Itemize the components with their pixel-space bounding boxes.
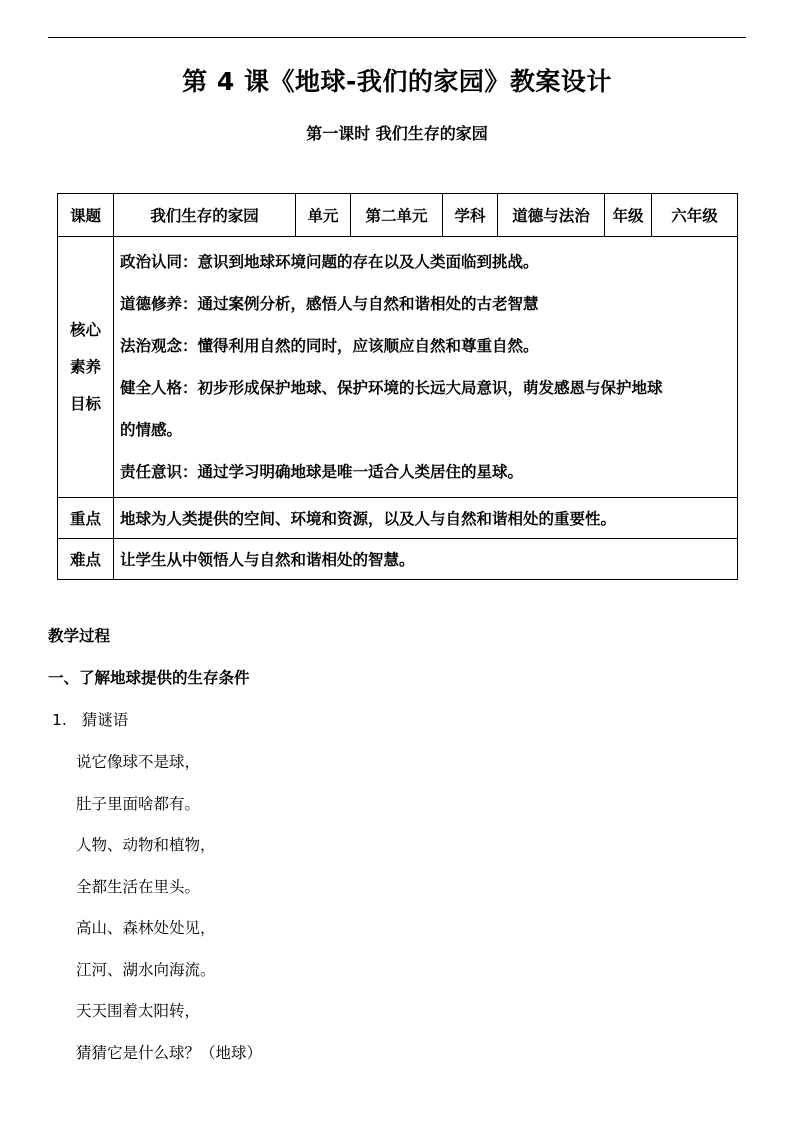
riddle-line: 猜猜它是什么球？（地球） <box>76 1044 263 1062</box>
header-rule <box>48 37 746 38</box>
goal-personality: 健全人格：初步形成保护地球、保护环境的长远大局意识，萌发感恩与保护地球 <box>120 379 663 397</box>
document-title: 第 4 课《地球-我们的家园》教案设计 <box>182 67 612 96</box>
goal-personality-cont: 的情感。 <box>120 421 183 439</box>
lesson-info-table <box>57 193 738 580</box>
goal-law: 法治观念：懂得利用自然的同时，应该顺应自然和尊重自然。 <box>120 337 539 355</box>
difficulty-content: 让学生从中领悟人与自然和谐相处的智慧。 <box>114 539 738 580</box>
difficulty-row <box>58 539 738 580</box>
goal-moral: 道德修养：通过案例分析，感悟人与自然和谐相处的古老智慧 <box>120 295 539 313</box>
core-goals-label: 核心 素养 目标 <box>58 237 114 498</box>
item-1-title: 猜谜语 <box>81 711 129 729</box>
riddle-line: 说它像球不是球， <box>76 753 201 771</box>
riddle-line: 天天围着太阳转， <box>76 1002 201 1020</box>
goal-responsibility: 责任意识：通过学习明确地球是唯一适合人类居住的星球。 <box>120 463 524 481</box>
process-heading: 教学过程 <box>48 627 111 645</box>
section-1-heading: 一、了解地球提供的生存条件 <box>48 669 250 687</box>
table-header-row <box>58 194 738 237</box>
grade-value: 六年级 <box>652 194 738 237</box>
core-goals-row <box>58 237 738 498</box>
riddle-line: 江河、湖水向海流。 <box>76 961 216 979</box>
unit-label: 单元 <box>296 194 351 237</box>
item-1-heading <box>52 708 128 730</box>
key-point-row <box>58 498 738 539</box>
riddle-line: 人物、动物和植物， <box>76 836 216 854</box>
document-subtitle: 第一课时 我们生存的家园 <box>306 124 488 143</box>
topic-value: 我们生存的家园 <box>114 194 296 237</box>
riddle-line: 高山、森林处处见， <box>76 919 216 937</box>
subject-value: 道德与法治 <box>498 194 605 237</box>
topic-label: 课题 <box>58 194 114 237</box>
key-point-content: 地球为人类提供的空间、环境和资源，以及人与自然和谐相处的重要性。 <box>114 498 738 539</box>
difficulty-label: 难点 <box>58 539 114 580</box>
subject-label: 学科 <box>443 194 498 237</box>
goal-political: 政治认同：意识到地球环境问题的存在以及人类面临到挑战。 <box>120 253 539 271</box>
riddle-line: 全都生活在里头。 <box>76 878 201 896</box>
unit-value: 第二单元 <box>351 194 443 237</box>
core-goals-content <box>114 237 738 498</box>
key-point-label: 重点 <box>58 498 114 539</box>
item-1-number: 1. <box>52 711 67 729</box>
grade-label: 年级 <box>605 194 652 237</box>
riddle-line: 肚子里面啥都有。 <box>76 795 201 813</box>
